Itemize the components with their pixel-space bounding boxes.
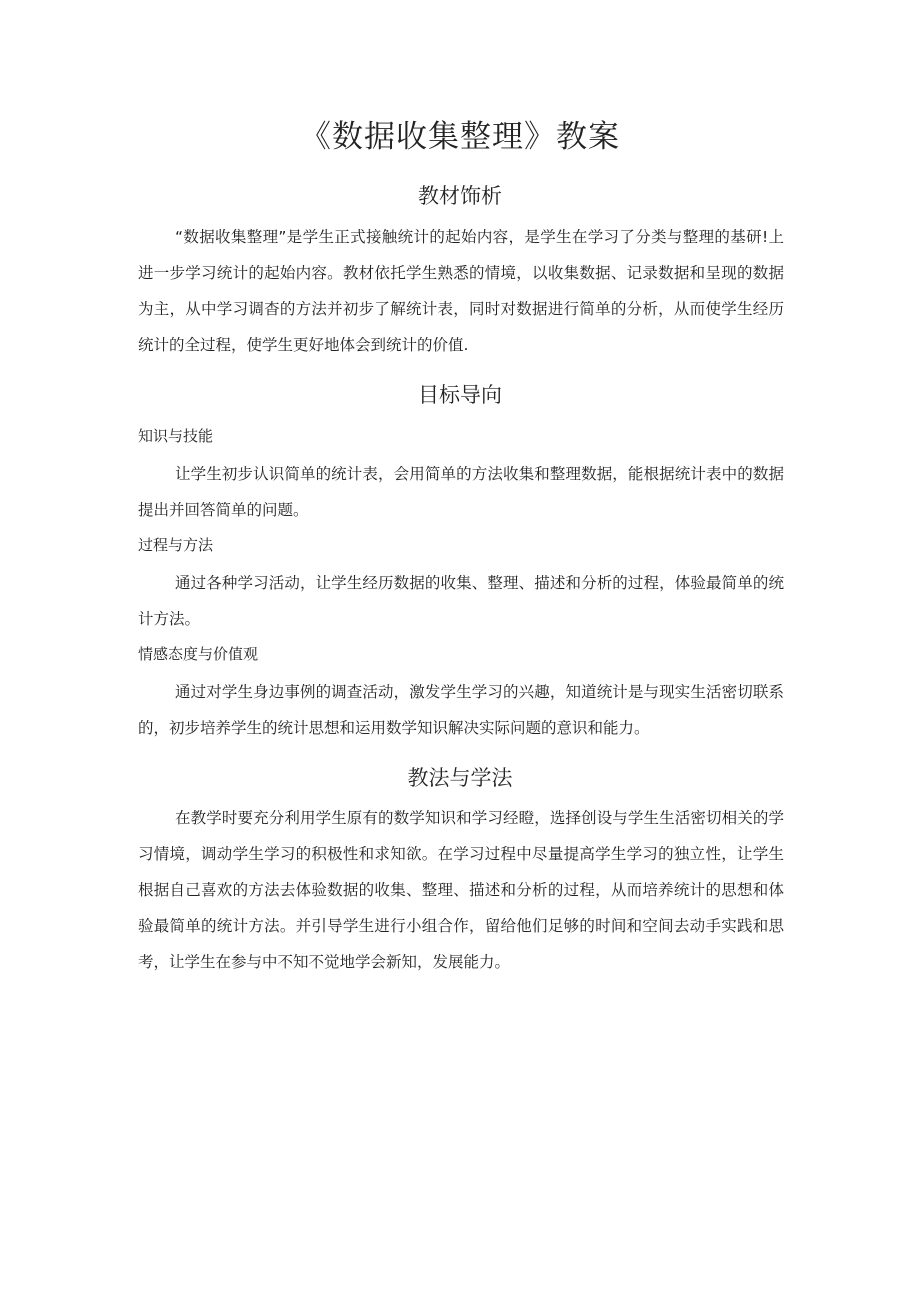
emotion-values-paragraph: 通过对学生身边事例的调查活动，激发学生学习的兴趣，知道统计是与现实生活密切联系的，初步培养学生的统计思想和运用数学知识解决实际问题的意识和能力。: [138, 683, 784, 737]
section-heading-teaching-learning-methods: 教法与学法: [407, 766, 513, 790]
section-heading-objectives: 目标导向: [418, 383, 502, 407]
subheading-knowledge-skills: 知识与技能: [138, 427, 214, 445]
textbook-analysis-paragraph: “数据收集整理”是学生正式接触统计的起始内容，是学生在学习了分类与整理的基研!上进一步学习统计的起始内容。教材依托学生熟悉的情境，以收集数据、记录数据和呈现的数据为主，从中学习调杳的方法并初步了解统计表，同时对数据进行简单的分析，从而使学生经历统计的全过程，使学生更好地体会到统计的价值.: [138, 228, 784, 354]
document-title: 《数据收集整理》教案: [300, 119, 620, 155]
process-method-paragraph: 通过各种学习活动，让学生经历数据的收集、整理、描述和分析的过程，体验最简单的统计方法。: [138, 574, 784, 628]
teaching-learning-methods-paragraph: 在教学时要充分利用学生原有的数学知识和学习经瞪，选择创设与学生生活密切相关的学习情境，调动学生学习的积极性和求知欲。在学习过程中尽量提高学生学习的独立性，让学生根据自己喜欢的方法去体验数据的收集、整理、描述和分析的过程，从而培养统计的思想和体验最简单的统计方法。并引导学生进行小组合作，留给他们足够的时间和空间去动手实践和思考，让学生在参与中不知不觉地学会新知，发展能力。: [138, 809, 784, 971]
subheading-process-method: 过程与方法: [138, 536, 214, 554]
section-heading-textbook-analysis: 教材饰析: [418, 184, 502, 208]
knowledge-skills-paragraph: 让学生初步认识简单的统计表，会用简单的方法收集和整理数据，能根据统计表中的数据提出并回答简单的问题。: [138, 465, 784, 519]
subheading-emotion-values: 情感态度与价值观: [138, 645, 259, 663]
